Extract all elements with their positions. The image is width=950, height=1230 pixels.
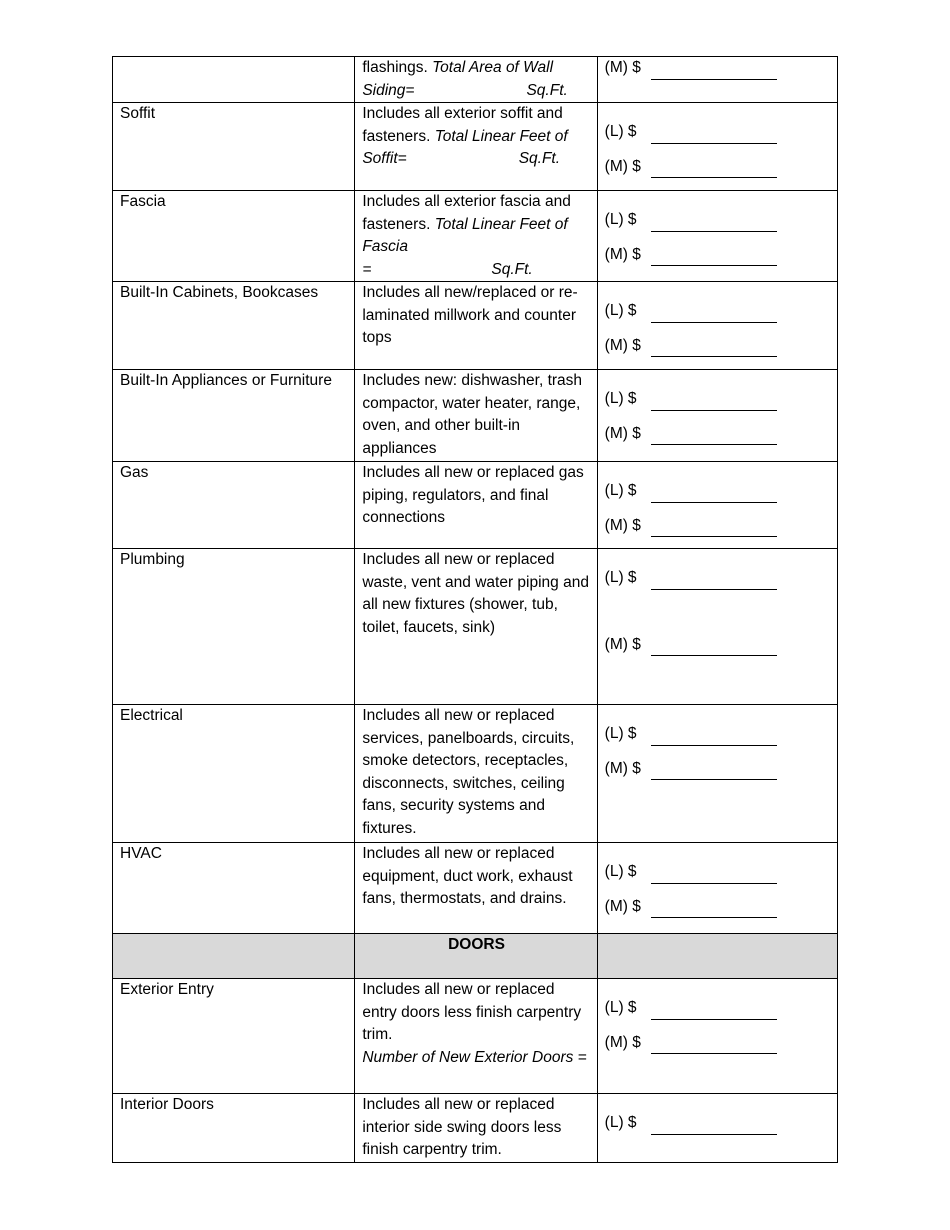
labor-cost-line [605,723,831,746]
labor-cost-line [605,1112,831,1135]
material-cost-field[interactable] [651,341,777,357]
table-row [113,462,838,549]
material-cost-label: (M) $ [604,897,641,915]
table-row [113,57,838,103]
table-row [113,705,838,843]
material-cost-label: (M) $ [604,157,641,175]
material-cost-line [605,1032,831,1055]
material-cost-field[interactable] [651,521,777,537]
labor-cost-field[interactable] [651,307,777,323]
material-cost-line [605,335,831,358]
cost-cell [597,549,837,705]
labor-cost-field[interactable] [651,1119,777,1135]
labor-cost-field[interactable] [651,128,777,144]
labor-cost-line [605,480,831,503]
labor-cost-line [605,209,831,232]
material-cost-label: (M) $ [604,59,641,76]
description-text: Includes all new or replaced entry doors less finish carpentry trim. [362,981,582,1043]
material-cost-line [605,57,831,80]
section-header-row [113,934,838,979]
labor-cost-line [605,997,831,1020]
description-cell: Includes all new or replaced interior side swing doors less finish carpentry trim. [355,1094,597,1163]
labor-cost-label: (L) $ [604,302,637,319]
material-cost-field[interactable] [651,640,777,656]
labor-cost-label: (L) $ [604,725,637,742]
area-label-prefix: Siding= [362,81,415,99]
material-cost-field[interactable] [651,1038,777,1054]
description-cell [355,103,597,191]
labor-cost-field[interactable] [651,574,777,590]
item-cell: Electrical [113,705,355,843]
unit-label: Sq.Ft. [491,260,533,278]
section-blank-cell [113,934,355,979]
item-cell: Built-In Cabinets, Bookcases [113,282,355,370]
labor-cost-field[interactable] [651,868,777,884]
description-text: Includes all exterior soffit and fasteners. [362,105,563,145]
cost-cell [597,979,837,1094]
labor-cost-field[interactable] [651,216,777,232]
area-label-prefix: = [362,260,372,278]
material-cost-field[interactable] [651,250,777,266]
table-row [113,191,838,282]
material-cost-line [605,896,831,919]
item-cell: Built-In Appliances or Furniture [113,370,355,462]
cost-cell [597,462,837,549]
labor-cost-label: (L) $ [604,390,637,407]
material-cost-field[interactable] [651,64,777,80]
material-cost-line [605,244,831,267]
labor-cost-line [605,388,831,411]
item-cell: Plumbing [113,549,355,705]
labor-cost-line [605,861,831,884]
labor-cost-field[interactable] [651,487,777,503]
labor-cost-label: (L) $ [604,211,637,228]
labor-cost-label: (L) $ [604,999,637,1016]
description-cell: Includes all new or replaced gas piping, regulators, and final connections [355,462,597,549]
material-cost-field[interactable] [651,764,777,780]
table-row [113,549,838,705]
cost-cell [597,705,837,843]
cost-estimate-table [112,56,838,1163]
material-cost-label: (M) $ [604,424,641,442]
labor-cost-label: (L) $ [604,123,637,140]
cost-cell [597,843,837,934]
material-cost-label: (M) $ [604,635,641,653]
table-row [113,843,838,934]
labor-cost-line [605,300,831,323]
table-row [113,1094,838,1163]
area-label-prefix: Soffit= [362,150,407,167]
item-cell: HVAC [113,843,355,934]
labor-cost-label: (L) $ [604,863,637,880]
item-cell: Exterior Entry [113,979,355,1094]
cost-cell [597,1094,837,1163]
material-cost-label: (M) $ [604,245,641,263]
labor-cost-line [605,567,831,590]
description-text: flashings. [362,59,433,76]
labor-cost-label: (L) $ [604,1114,637,1131]
item-cell: Soffit [113,103,355,191]
item-cell [113,57,355,103]
material-cost-label: (M) $ [604,759,641,777]
area-label: Total Area of Wall [432,59,554,76]
table-row [113,979,838,1094]
material-cost-label: (M) $ [604,1033,641,1051]
area-label: Total Linear Feet of Fascia [362,215,568,255]
unit-label: Sq.Ft. [518,150,561,167]
cost-cell [597,103,837,191]
description-cell: Includes all new or replaced waste, vent and water piping and all new fixtures (shower, tub, toilet, faucets, sink) [355,549,597,705]
table-row [113,282,838,370]
labor-cost-label: (L) $ [604,482,637,499]
material-cost-line [605,423,831,446]
labor-cost-field[interactable] [651,1004,777,1020]
material-cost-label: (M) $ [604,336,641,354]
section-blank-cell [597,934,837,979]
material-cost-field[interactable] [651,162,777,178]
area-label: Total Linear Feet of [434,127,568,145]
cost-cell [597,191,837,282]
material-cost-field[interactable] [651,429,777,445]
item-cell: Gas [113,462,355,549]
description-cell [355,979,597,1094]
material-cost-label: (M) $ [604,516,641,534]
description-cell: Includes all new or replaced services, panelboards, circuits, smoke detectors, receptacles, disconnects, switches, ceiling fans, security systems and fixtures. [355,705,597,843]
unit-label: Sq.Ft. [526,81,568,99]
cost-cell [597,370,837,462]
material-cost-field[interactable] [651,902,777,918]
description-cell [355,191,597,282]
door-count-label: Number of New Exterior Doors = [362,1048,587,1066]
labor-cost-line [605,121,831,144]
material-cost-line [605,758,831,781]
description-cell: Includes all new or replaced equipment, duct work, exhaust fans, thermostats, and drains. [355,843,597,934]
material-cost-line [605,515,831,538]
item-cell: Interior Doors [113,1094,355,1163]
description-cell: Includes all new/replaced or re-laminated millwork and counter tops [355,282,597,370]
description-text: Includes all exterior fascia and fasteners. [362,193,571,233]
table-row [113,103,838,191]
cost-cell [597,282,837,370]
cost-cell [597,57,837,103]
labor-cost-label: (L) $ [604,569,637,586]
section-heading: DOORS [355,934,597,979]
material-cost-line [605,156,831,179]
labor-cost-field[interactable] [651,395,777,411]
table-row [113,370,838,462]
labor-cost-field[interactable] [651,730,777,746]
item-cell: Fascia [113,191,355,282]
description-cell: Includes new: dishwasher, trash compactor, water heater, range, oven, and other built-in appliances [355,370,597,462]
description-cell [355,57,597,103]
material-cost-line [605,634,831,657]
